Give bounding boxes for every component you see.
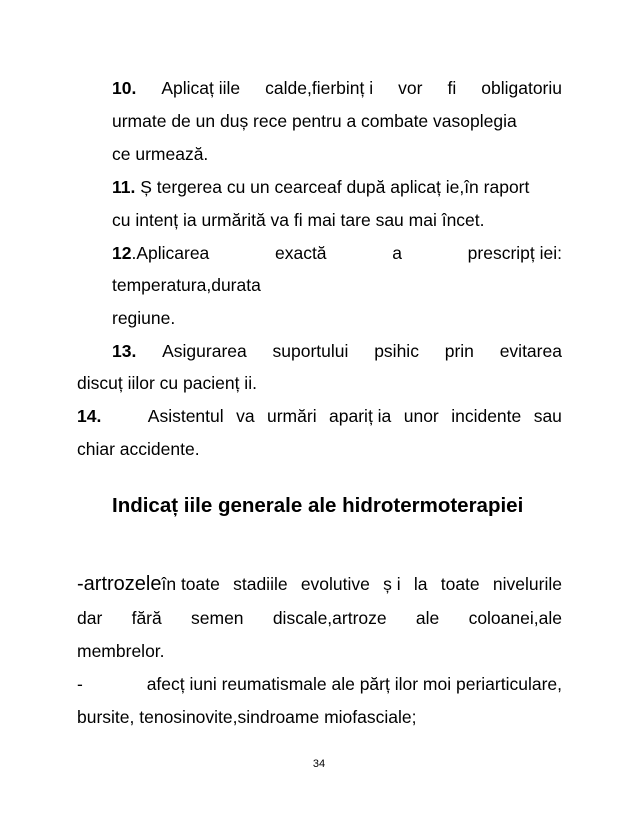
item-14-line-1 bbox=[77, 405, 562, 427]
item-11-line-1 bbox=[112, 176, 529, 198]
text-word: stadiile bbox=[233, 574, 288, 594]
item-13-number: 13. bbox=[112, 341, 137, 361]
text-word: .Aplicarea bbox=[131, 243, 210, 263]
para-1-line-1 bbox=[77, 572, 562, 596]
para-1-line-3: membrelor. bbox=[77, 641, 165, 661]
item-10-line-3: ce urmează. bbox=[112, 144, 209, 164]
para-2-line-2: bursite, tenosinovite,sindroame miofasciale; bbox=[77, 707, 417, 727]
text-word: ș i bbox=[383, 574, 401, 594]
item-10-line-2: urmate de un duș rece pentru a combate vasoplegia bbox=[112, 111, 517, 131]
item-12-line-3: regiune. bbox=[112, 308, 176, 328]
text-lead: -artrozele bbox=[77, 573, 162, 595]
text-span: afecț iuni reumatismale ale părț ilor moi periarticulare, bbox=[146, 674, 562, 694]
text-span: Ș tergerea cu un cearceaf după aplicaț ie,în raport bbox=[135, 177, 530, 197]
text-word: nivelurile bbox=[492, 574, 562, 594]
item-13-line-1 bbox=[112, 340, 562, 362]
text-word: prin bbox=[444, 341, 474, 361]
text-word: urmări bbox=[267, 406, 317, 426]
text-word: psihic bbox=[374, 341, 419, 361]
text-word: toate bbox=[440, 574, 480, 594]
text-word: fi bbox=[447, 78, 457, 98]
item-11-line-2: cu intenț ia urmărită va fi mai tare sau mai încet. bbox=[112, 210, 485, 230]
text-word: unor bbox=[403, 406, 439, 426]
item-12-line-2: temperatura,durata bbox=[112, 275, 261, 295]
text-word: Asigurarea bbox=[162, 341, 247, 361]
item-12-line-1 bbox=[112, 242, 562, 264]
text-word: evolutive bbox=[300, 574, 370, 594]
page-number: 34 bbox=[312, 758, 326, 770]
para-1-line-2 bbox=[77, 607, 562, 629]
text-word: discale,artroze bbox=[272, 608, 387, 628]
text-word: suportului bbox=[272, 341, 349, 361]
text-word: apariț ia bbox=[329, 406, 392, 426]
text-word: obligatoriu bbox=[481, 78, 562, 98]
item-10-line-1 bbox=[112, 77, 562, 99]
item-12-number: 12 bbox=[112, 243, 132, 263]
text-word: Asistentul bbox=[147, 406, 224, 426]
item-14-number: 14. bbox=[77, 406, 102, 426]
text-word: la bbox=[413, 574, 428, 594]
text-word: evitarea bbox=[499, 341, 562, 361]
text-dash: - bbox=[77, 674, 83, 694]
item-11-number: 11. bbox=[112, 177, 136, 197]
text-word: va bbox=[236, 406, 255, 426]
text-word: fără bbox=[131, 608, 162, 628]
item-10-number: 10. bbox=[112, 78, 137, 98]
text-word: ale bbox=[415, 608, 440, 628]
text-word: a bbox=[392, 243, 402, 263]
text-word: Aplicaț iile bbox=[161, 78, 241, 98]
text-word: exactă bbox=[274, 243, 327, 263]
text-word: semen bbox=[191, 608, 244, 628]
text-word: în toate bbox=[161, 574, 220, 594]
text-word: vor bbox=[398, 78, 423, 98]
text-word: incidente bbox=[451, 406, 522, 426]
text-word: dar bbox=[77, 608, 103, 628]
para-2-line-1 bbox=[77, 673, 562, 695]
item-13-line-2: discuț iilor cu pacienț ii. bbox=[77, 373, 257, 393]
item-14-line-2: chiar accidente. bbox=[77, 439, 200, 459]
text-word: coloanei,ale bbox=[468, 608, 562, 628]
text-word: sau bbox=[533, 406, 562, 426]
section-heading: Indicaț iile generale ale hidrotermoterapiei bbox=[112, 494, 524, 517]
text-word: prescripț iei: bbox=[467, 243, 562, 263]
text-word: calde,fierbinț i bbox=[265, 78, 374, 98]
